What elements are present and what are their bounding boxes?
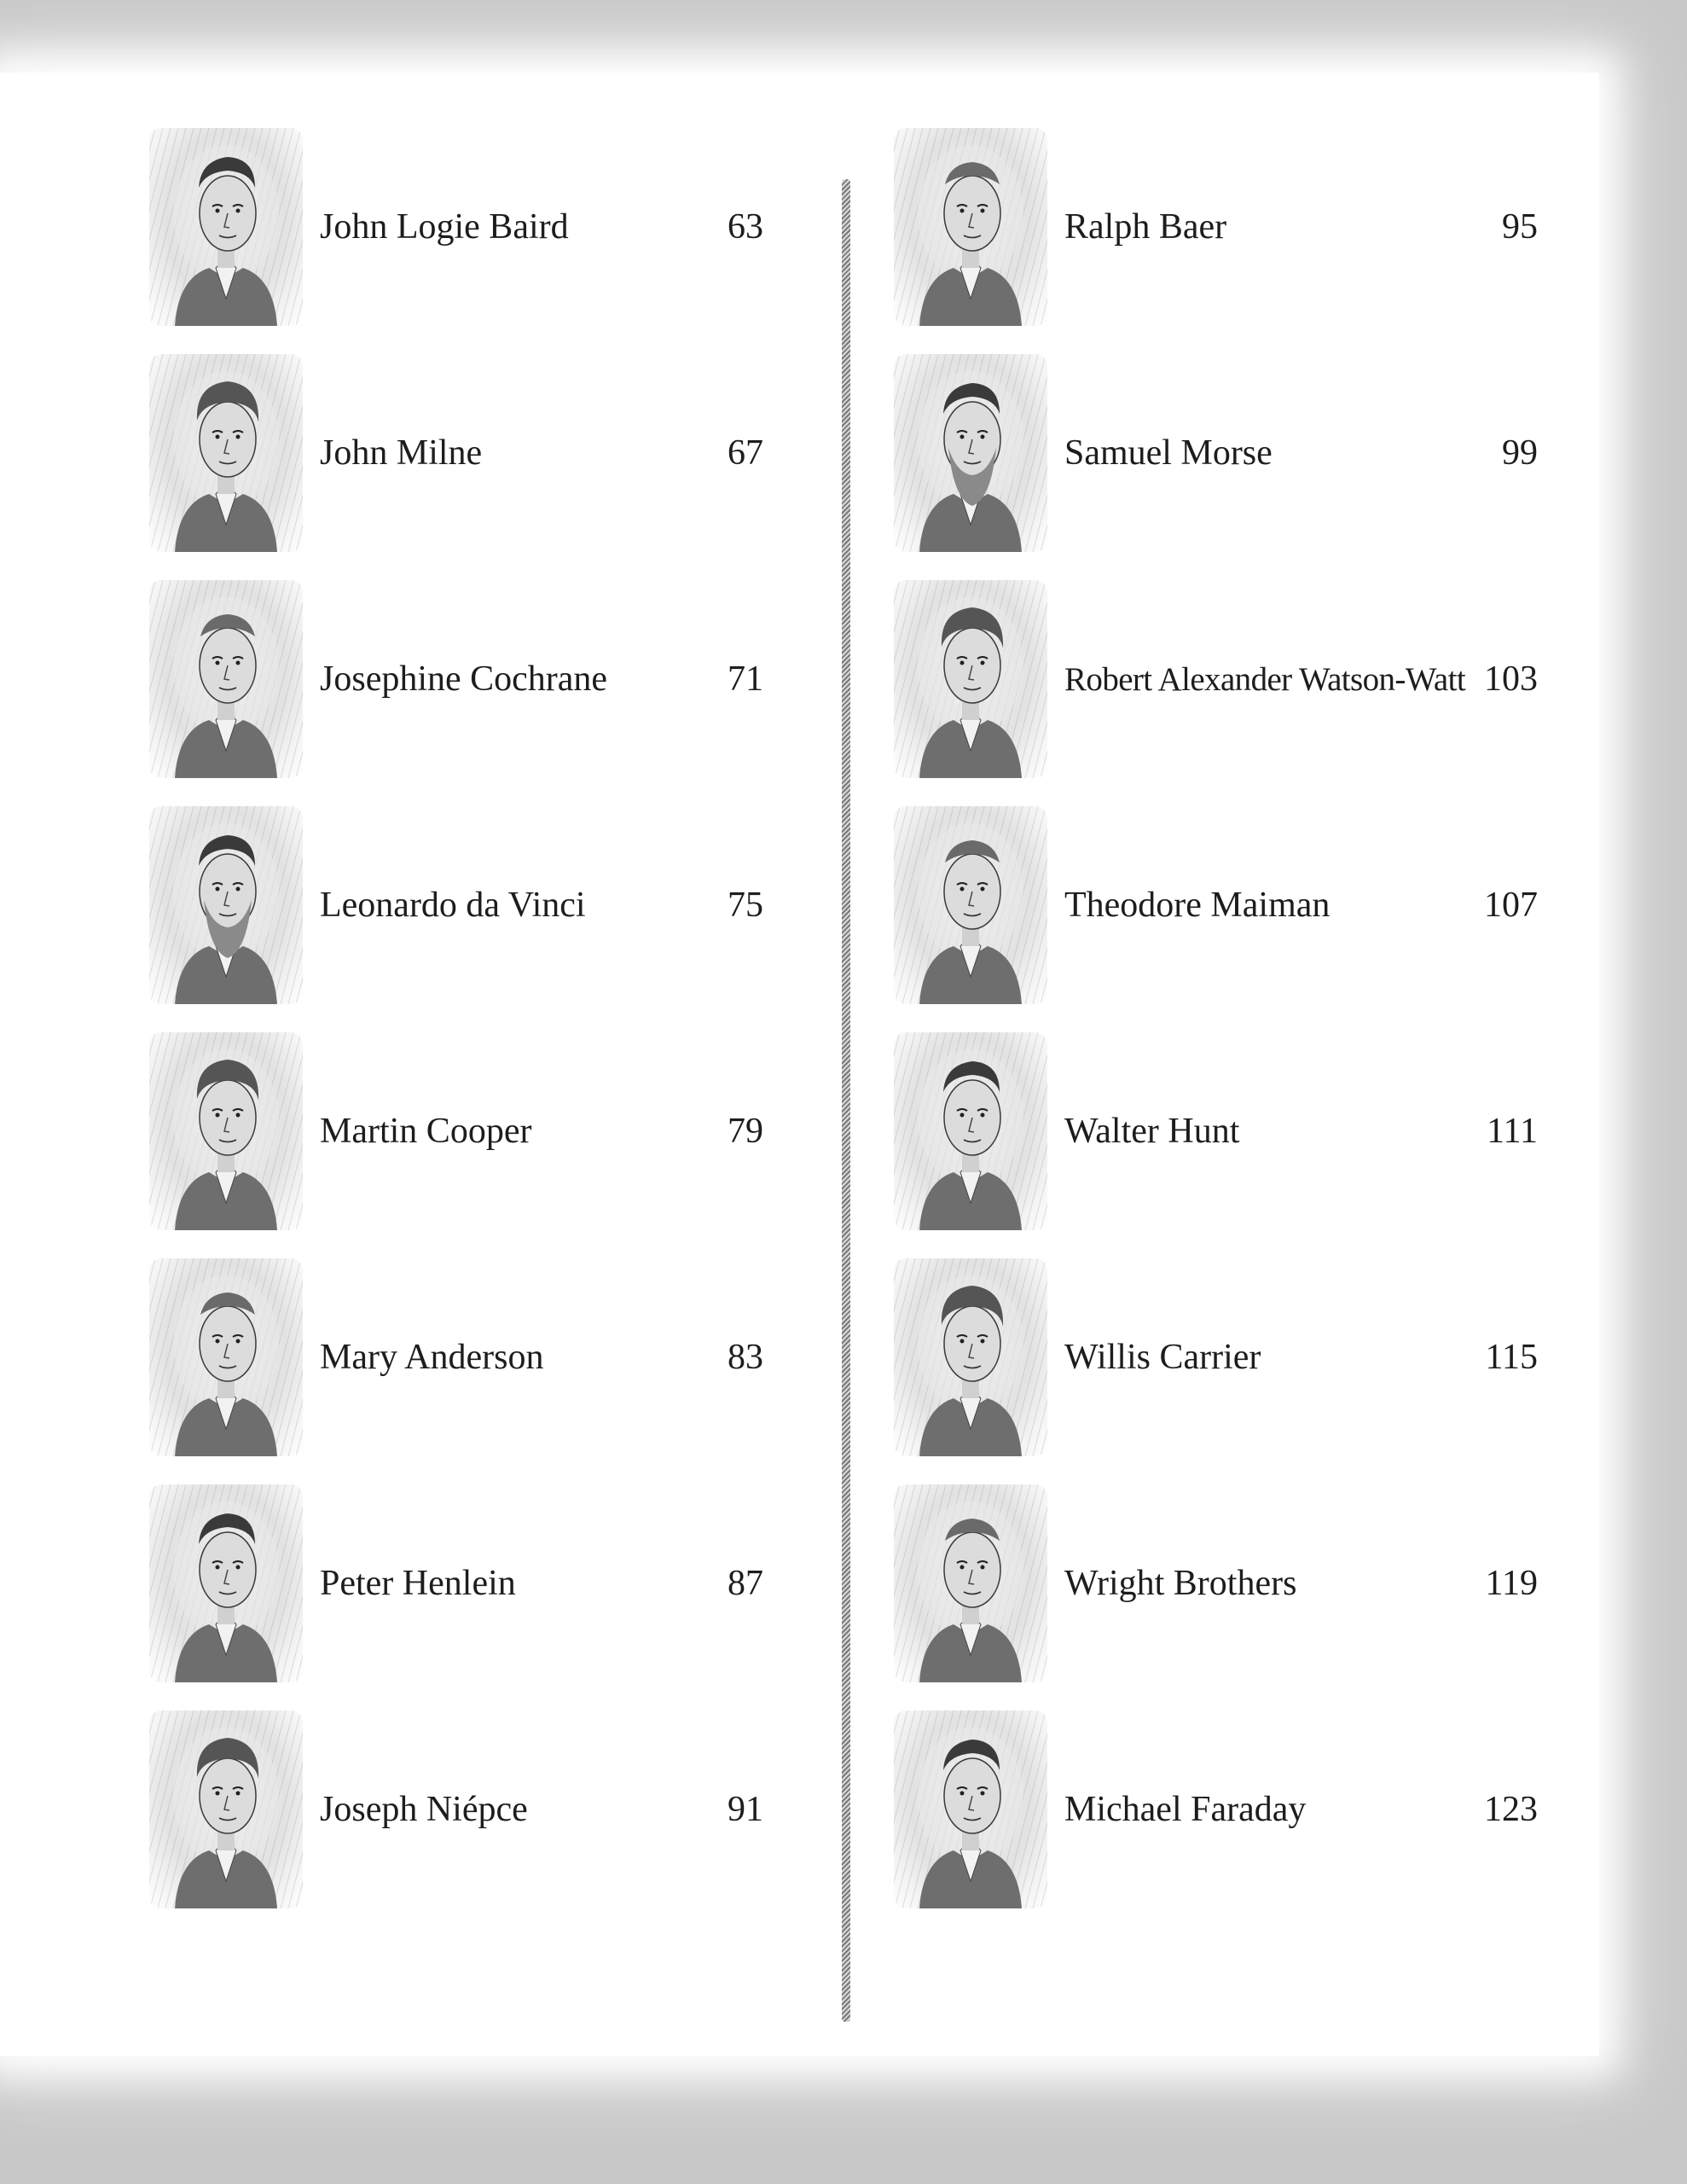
toc-entry-name: Josephine Cochrane [320, 659, 608, 699]
toc-entry[interactable] [145, 1484, 793, 1689]
toc-entry-name: Leonardo da Vinci [320, 886, 586, 925]
toc-entry-page-number: 63 [728, 207, 763, 247]
toc-entry-name: Mary Anderson [320, 1338, 544, 1377]
toc-entry-page-number: 107 [1484, 886, 1538, 925]
toc-entry[interactable] [890, 1711, 1542, 1915]
toc-entry-name: Samuel Morse [1064, 433, 1272, 473]
toc-entry-name: Joseph Niépce [320, 1790, 528, 1829]
pencil-sketch-portrait-icon [894, 1032, 1047, 1230]
pencil-sketch-portrait-icon [894, 1258, 1047, 1456]
toc-entry-page-number: 123 [1484, 1790, 1538, 1829]
pencil-sketch-portrait-icon [894, 354, 1047, 552]
toc-entry[interactable] [890, 128, 1542, 333]
toc-entry-page-number: 75 [728, 886, 763, 925]
toc-entry-name: Ralph Baer [1064, 207, 1227, 247]
toc-entry-name: Peter Henlein [320, 1564, 516, 1603]
toc-entry-name: Michael Faraday [1064, 1790, 1307, 1829]
toc-entry[interactable] [145, 354, 793, 559]
toc-entry-page-number: 87 [728, 1564, 763, 1603]
toc-entry[interactable] [145, 128, 793, 333]
toc-entry[interactable] [145, 1711, 793, 1915]
pencil-sketch-portrait-icon [149, 1484, 303, 1682]
pencil-sketch-portrait-icon [894, 806, 1047, 1004]
pencil-sketch-portrait-icon [149, 580, 303, 778]
toc-entry-name: John Milne [320, 433, 483, 473]
toc-entry-page-number: 79 [728, 1112, 763, 1151]
toc-entry-page-number: 67 [728, 433, 763, 473]
pencil-sketch-portrait-icon [149, 1711, 303, 1908]
toc-entry-page-number: 111 [1487, 1112, 1538, 1151]
book-page [0, 73, 1599, 2056]
toc-entry[interactable] [890, 1484, 1542, 1689]
toc-entry-name: Walter Hunt [1064, 1112, 1240, 1151]
toc-entry-name: Robert Alexander Watson-Watt [1064, 661, 1466, 698]
pencil-sketch-portrait-icon [894, 128, 1047, 326]
pencil-sketch-portrait-icon [149, 806, 303, 1004]
toc-entry-name: Theodore Maiman [1064, 886, 1330, 925]
pencil-sketch-portrait-icon [894, 1711, 1047, 1908]
toc-entry[interactable] [145, 806, 793, 1011]
toc-entry[interactable] [145, 1258, 793, 1463]
toc-entry[interactable] [890, 580, 1542, 785]
toc-entry[interactable] [890, 1032, 1542, 1237]
toc-entry-name: Martin Cooper [320, 1112, 532, 1151]
pencil-sketch-portrait-icon [894, 580, 1047, 778]
toc-entry-page-number: 103 [1484, 659, 1538, 699]
pencil-sketch-portrait-icon [149, 128, 303, 326]
toc-entry-name: Wright Brothers [1064, 1564, 1297, 1603]
column-divider [842, 179, 850, 2022]
toc-entry-page-number: 71 [728, 659, 763, 699]
pencil-sketch-portrait-icon [894, 1484, 1047, 1682]
toc-entry[interactable] [890, 354, 1542, 559]
toc-entry[interactable] [145, 1032, 793, 1237]
toc-entry-name: John Logie Baird [320, 207, 569, 247]
toc-entry[interactable] [890, 1258, 1542, 1463]
toc-entry-page-number: 95 [1502, 207, 1538, 247]
pencil-sketch-portrait-icon [149, 1258, 303, 1456]
toc-entry-page-number: 99 [1502, 433, 1538, 473]
toc-entry-page-number: 115 [1485, 1338, 1538, 1377]
pencil-sketch-portrait-icon [149, 1032, 303, 1230]
toc-entry[interactable] [145, 580, 793, 785]
toc-entry-name: Willis Carrier [1064, 1338, 1261, 1377]
pencil-sketch-portrait-icon [149, 354, 303, 552]
toc-entry-page-number: 91 [728, 1790, 763, 1829]
toc-entry-page-number: 83 [728, 1338, 763, 1377]
toc-entry-page-number: 119 [1485, 1564, 1538, 1603]
toc-entry[interactable] [890, 806, 1542, 1011]
